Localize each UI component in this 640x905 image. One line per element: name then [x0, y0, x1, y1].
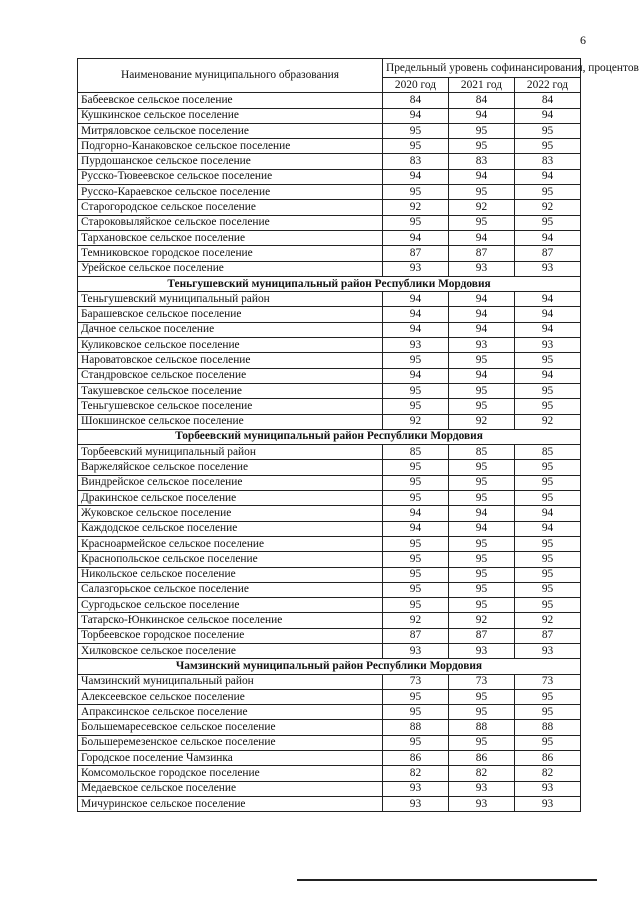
value-2021: 95 [449, 705, 515, 720]
municipality-name: Шокшинское сельское поселение [78, 414, 383, 429]
value-2021: 95 [449, 460, 515, 475]
table-row [78, 445, 581, 460]
value-2020: 95 [383, 399, 449, 414]
section-title: Торбеевский муниципальный район Республики Мордовия [78, 429, 581, 444]
value-2020: 94 [383, 230, 449, 245]
value-2022: 95 [515, 567, 581, 582]
value-2021: 95 [449, 552, 515, 567]
value-2020: 93 [383, 338, 449, 353]
value-2020: 94 [383, 368, 449, 383]
municipality-name: Стандровское сельское поселение [78, 368, 383, 383]
value-2022: 93 [515, 261, 581, 276]
value-2022: 94 [515, 169, 581, 184]
table-row [78, 720, 581, 735]
value-2021: 95 [449, 139, 515, 154]
municipality-name: Никольское сельское поселение [78, 567, 383, 582]
value-2021: 95 [449, 353, 515, 368]
value-2021: 94 [449, 322, 515, 337]
table-row [78, 154, 581, 169]
section-title: Теньгушевский муниципальный район Республики Мордовия [78, 276, 581, 291]
municipality-name: Староковыляйское сельское поселение [78, 215, 383, 230]
value-2020: 85 [383, 445, 449, 460]
value-2022: 95 [515, 185, 581, 200]
table-row [78, 123, 581, 138]
municipality-name: Большеремезенское сельское поселение [78, 735, 383, 750]
value-2021: 92 [449, 200, 515, 215]
municipality-name: Торбеевский муниципальный район [78, 445, 383, 460]
value-2021: 85 [449, 445, 515, 460]
value-2022: 95 [515, 475, 581, 490]
value-2021: 84 [449, 93, 515, 108]
municipality-name: Подгорно-Канаковское сельское поселение [78, 139, 383, 154]
value-2020: 93 [383, 781, 449, 796]
value-2020: 82 [383, 766, 449, 781]
table-row [78, 613, 581, 628]
value-2020: 95 [383, 475, 449, 490]
table-row [78, 521, 581, 536]
municipality-name: Большемаресевское сельское поселение [78, 720, 383, 735]
municipality-name: Такушевское сельское поселение [78, 383, 383, 398]
value-2022: 95 [515, 582, 581, 597]
value-2022: 88 [515, 720, 581, 735]
municipality-name: Нароватовское сельское поселение [78, 353, 383, 368]
value-2022: 95 [515, 383, 581, 398]
municipality-name: Татарско-Юнкинское сельское поселение [78, 613, 383, 628]
municipality-name: Городское поселение Чамзинка [78, 751, 383, 766]
value-2020: 94 [383, 322, 449, 337]
municipality-name: Салазгорьское сельское поселение [78, 582, 383, 597]
municipality-name: Митряловское сельское поселение [78, 123, 383, 138]
value-2020: 92 [383, 613, 449, 628]
municipality-name: Русско-Караевское сельское поселение [78, 185, 383, 200]
municipality-name: Варжеляйское сельское поселение [78, 460, 383, 475]
value-2020: 95 [383, 582, 449, 597]
value-2021: 94 [449, 368, 515, 383]
value-2022: 95 [515, 123, 581, 138]
municipality-name: Кушкинское сельское поселение [78, 108, 383, 123]
header-municipality: Наименование муниципального образования [78, 59, 383, 93]
value-2021: 95 [449, 536, 515, 551]
table-body [78, 93, 581, 812]
value-2021: 94 [449, 521, 515, 536]
value-2020: 95 [383, 705, 449, 720]
section-row [78, 276, 581, 291]
table-row [78, 368, 581, 383]
value-2022: 95 [515, 215, 581, 230]
value-2022: 94 [515, 521, 581, 536]
municipality-name: Куликовское сельское поселение [78, 338, 383, 353]
value-2020: 95 [383, 567, 449, 582]
municipality-name: Апраксинское сельское поселение [78, 705, 383, 720]
municipality-name: Мичуринское сельское поселение [78, 796, 383, 811]
value-2020: 94 [383, 169, 449, 184]
municipality-name: Дачное сельское поселение [78, 322, 383, 337]
value-2020: 93 [383, 796, 449, 811]
value-2022: 95 [515, 705, 581, 720]
value-2022: 92 [515, 414, 581, 429]
value-2020: 94 [383, 108, 449, 123]
value-2021: 95 [449, 491, 515, 506]
value-2022: 94 [515, 368, 581, 383]
table-row [78, 735, 581, 750]
value-2021: 88 [449, 720, 515, 735]
page-number: 6 [580, 33, 586, 47]
value-2021: 95 [449, 582, 515, 597]
value-2022: 94 [515, 322, 581, 337]
value-2020: 94 [383, 307, 449, 322]
value-2020: 95 [383, 536, 449, 551]
municipality-name: Урейское сельское поселение [78, 261, 383, 276]
value-2020: 86 [383, 751, 449, 766]
table-row [78, 491, 581, 506]
value-2021: 95 [449, 598, 515, 613]
value-2021: 95 [449, 123, 515, 138]
value-2022: 86 [515, 751, 581, 766]
table-row [78, 781, 581, 796]
section-title: Чамзинский муниципальный район Республики Мордовия [78, 659, 581, 674]
value-2021: 87 [449, 628, 515, 643]
value-2022: 95 [515, 552, 581, 567]
table-row [78, 139, 581, 154]
municipality-name: Теньгушевское сельское поселение [78, 399, 383, 414]
municipality-name: Хилковское сельское поселение [78, 643, 383, 658]
value-2021: 87 [449, 246, 515, 261]
value-2020: 95 [383, 139, 449, 154]
table-row [78, 414, 581, 429]
value-2022: 95 [515, 139, 581, 154]
municipality-name: Медаевское сельское поселение [78, 781, 383, 796]
value-2021: 94 [449, 108, 515, 123]
value-2020: 95 [383, 552, 449, 567]
header-year-2020: 2020 год [383, 78, 449, 93]
value-2022: 95 [515, 353, 581, 368]
table-row [78, 460, 581, 475]
value-2022: 92 [515, 613, 581, 628]
value-2020: 93 [383, 261, 449, 276]
value-2022: 94 [515, 230, 581, 245]
table-row [78, 796, 581, 811]
value-2020: 84 [383, 93, 449, 108]
table-row [78, 200, 581, 215]
municipality-name: Комсомольское городское поселение [78, 766, 383, 781]
table-row [78, 552, 581, 567]
value-2020: 95 [383, 383, 449, 398]
municipality-name: Барашевское сельское поселение [78, 307, 383, 322]
header-cofinancing-level: Предельный уровень софинансирования, процентов [383, 59, 581, 78]
municipality-name: Русско-Тювеевское сельское поселение [78, 169, 383, 184]
municipality-name: Чамзинский муниципальный район [78, 674, 383, 689]
table-row [78, 475, 581, 490]
table-row [78, 705, 581, 720]
value-2022: 94 [515, 506, 581, 521]
section-row [78, 429, 581, 444]
value-2022: 94 [515, 108, 581, 123]
value-2020: 83 [383, 154, 449, 169]
header-year-2022: 2022 год [515, 78, 581, 93]
value-2021: 95 [449, 475, 515, 490]
value-2021: 95 [449, 735, 515, 750]
table-row [78, 689, 581, 704]
table-row [78, 230, 581, 245]
table-row [78, 766, 581, 781]
value-2021: 95 [449, 383, 515, 398]
value-2020: 95 [383, 123, 449, 138]
table-row [78, 628, 581, 643]
cofinancing-table [77, 58, 639, 812]
table-row [78, 674, 581, 689]
municipality-name: Сургодьское сельское поселение [78, 598, 383, 613]
value-2022: 92 [515, 200, 581, 215]
value-2021: 95 [449, 567, 515, 582]
table-header [78, 59, 639, 93]
value-2020: 95 [383, 491, 449, 506]
value-2020: 87 [383, 246, 449, 261]
value-2020: 95 [383, 460, 449, 475]
table-row [78, 169, 581, 184]
value-2022: 93 [515, 781, 581, 796]
value-2020: 94 [383, 292, 449, 307]
value-2021: 93 [449, 781, 515, 796]
value-2021: 83 [449, 154, 515, 169]
table-row [78, 185, 581, 200]
value-2022: 82 [515, 766, 581, 781]
municipality-name: Краснопольское сельское поселение [78, 552, 383, 567]
value-2021: 82 [449, 766, 515, 781]
value-2020: 95 [383, 215, 449, 230]
value-2021: 93 [449, 338, 515, 353]
value-2022: 94 [515, 292, 581, 307]
municipality-name: Алексеевское сельское поселение [78, 689, 383, 704]
table-row [78, 383, 581, 398]
value-2021: 94 [449, 292, 515, 307]
table-row [78, 246, 581, 261]
value-2020: 92 [383, 200, 449, 215]
value-2022: 84 [515, 93, 581, 108]
value-2020: 95 [383, 353, 449, 368]
header-year-2021: 2021 год [449, 78, 515, 93]
value-2021: 92 [449, 613, 515, 628]
value-2021: 92 [449, 414, 515, 429]
value-2021: 95 [449, 185, 515, 200]
value-2022: 73 [515, 674, 581, 689]
value-2020: 94 [383, 506, 449, 521]
table-row [78, 322, 581, 337]
value-2020: 95 [383, 185, 449, 200]
municipality-name: Пурдошанское сельское поселение [78, 154, 383, 169]
value-2020: 95 [383, 735, 449, 750]
table-row [78, 643, 581, 658]
value-2021: 94 [449, 230, 515, 245]
table-row [78, 338, 581, 353]
value-2022: 93 [515, 796, 581, 811]
table-row [78, 261, 581, 276]
value-2020: 73 [383, 674, 449, 689]
municipality-name: Красноармейское сельское поселение [78, 536, 383, 551]
table-row [78, 506, 581, 521]
value-2022: 85 [515, 445, 581, 460]
footer-rule [297, 879, 597, 881]
value-2021: 94 [449, 169, 515, 184]
value-2020: 95 [383, 598, 449, 613]
municipality-name: Теньгушевский муниципальный район [78, 292, 383, 307]
value-2022: 94 [515, 307, 581, 322]
value-2021: 95 [449, 689, 515, 704]
value-2022: 95 [515, 735, 581, 750]
value-2022: 93 [515, 338, 581, 353]
value-2021: 94 [449, 506, 515, 521]
value-2020: 94 [383, 521, 449, 536]
value-2022: 95 [515, 491, 581, 506]
value-2021: 93 [449, 796, 515, 811]
table-row [78, 353, 581, 368]
value-2022: 87 [515, 628, 581, 643]
municipality-name: Каждодское сельское поселение [78, 521, 383, 536]
value-2021: 95 [449, 215, 515, 230]
value-2020: 87 [383, 628, 449, 643]
value-2020: 95 [383, 689, 449, 704]
table-row [78, 567, 581, 582]
table-row [78, 93, 581, 108]
municipality-name: Виндрейское сельское поселение [78, 475, 383, 490]
value-2021: 86 [449, 751, 515, 766]
municipality-name: Жуковское сельское поселение [78, 506, 383, 521]
value-2022: 93 [515, 643, 581, 658]
municipality-name: Старогородское сельское поселение [78, 200, 383, 215]
value-2022: 95 [515, 689, 581, 704]
value-2022: 95 [515, 598, 581, 613]
municipality-name: Тархановское сельское поселение [78, 230, 383, 245]
table-row [78, 292, 581, 307]
table-row [78, 536, 581, 551]
value-2021: 93 [449, 643, 515, 658]
value-2022: 95 [515, 536, 581, 551]
municipality-name: Торбеевское городское поселение [78, 628, 383, 643]
value-2022: 95 [515, 460, 581, 475]
value-2022: 87 [515, 246, 581, 261]
section-row [78, 659, 581, 674]
value-2020: 88 [383, 720, 449, 735]
table-row [78, 215, 581, 230]
value-2021: 93 [449, 261, 515, 276]
value-2022: 95 [515, 399, 581, 414]
value-2020: 93 [383, 643, 449, 658]
municipality-name: Дракинское сельское поселение [78, 491, 383, 506]
municipality-name: Бабеевское сельское поселение [78, 93, 383, 108]
table-row [78, 751, 581, 766]
table-row [78, 307, 581, 322]
value-2021: 94 [449, 307, 515, 322]
value-2021: 95 [449, 399, 515, 414]
table-row [78, 108, 581, 123]
value-2021: 73 [449, 674, 515, 689]
table-row [78, 399, 581, 414]
table-row [78, 582, 581, 597]
municipality-name: Темниковское городское поселение [78, 246, 383, 261]
table-row [78, 598, 581, 613]
value-2022: 83 [515, 154, 581, 169]
value-2020: 92 [383, 414, 449, 429]
